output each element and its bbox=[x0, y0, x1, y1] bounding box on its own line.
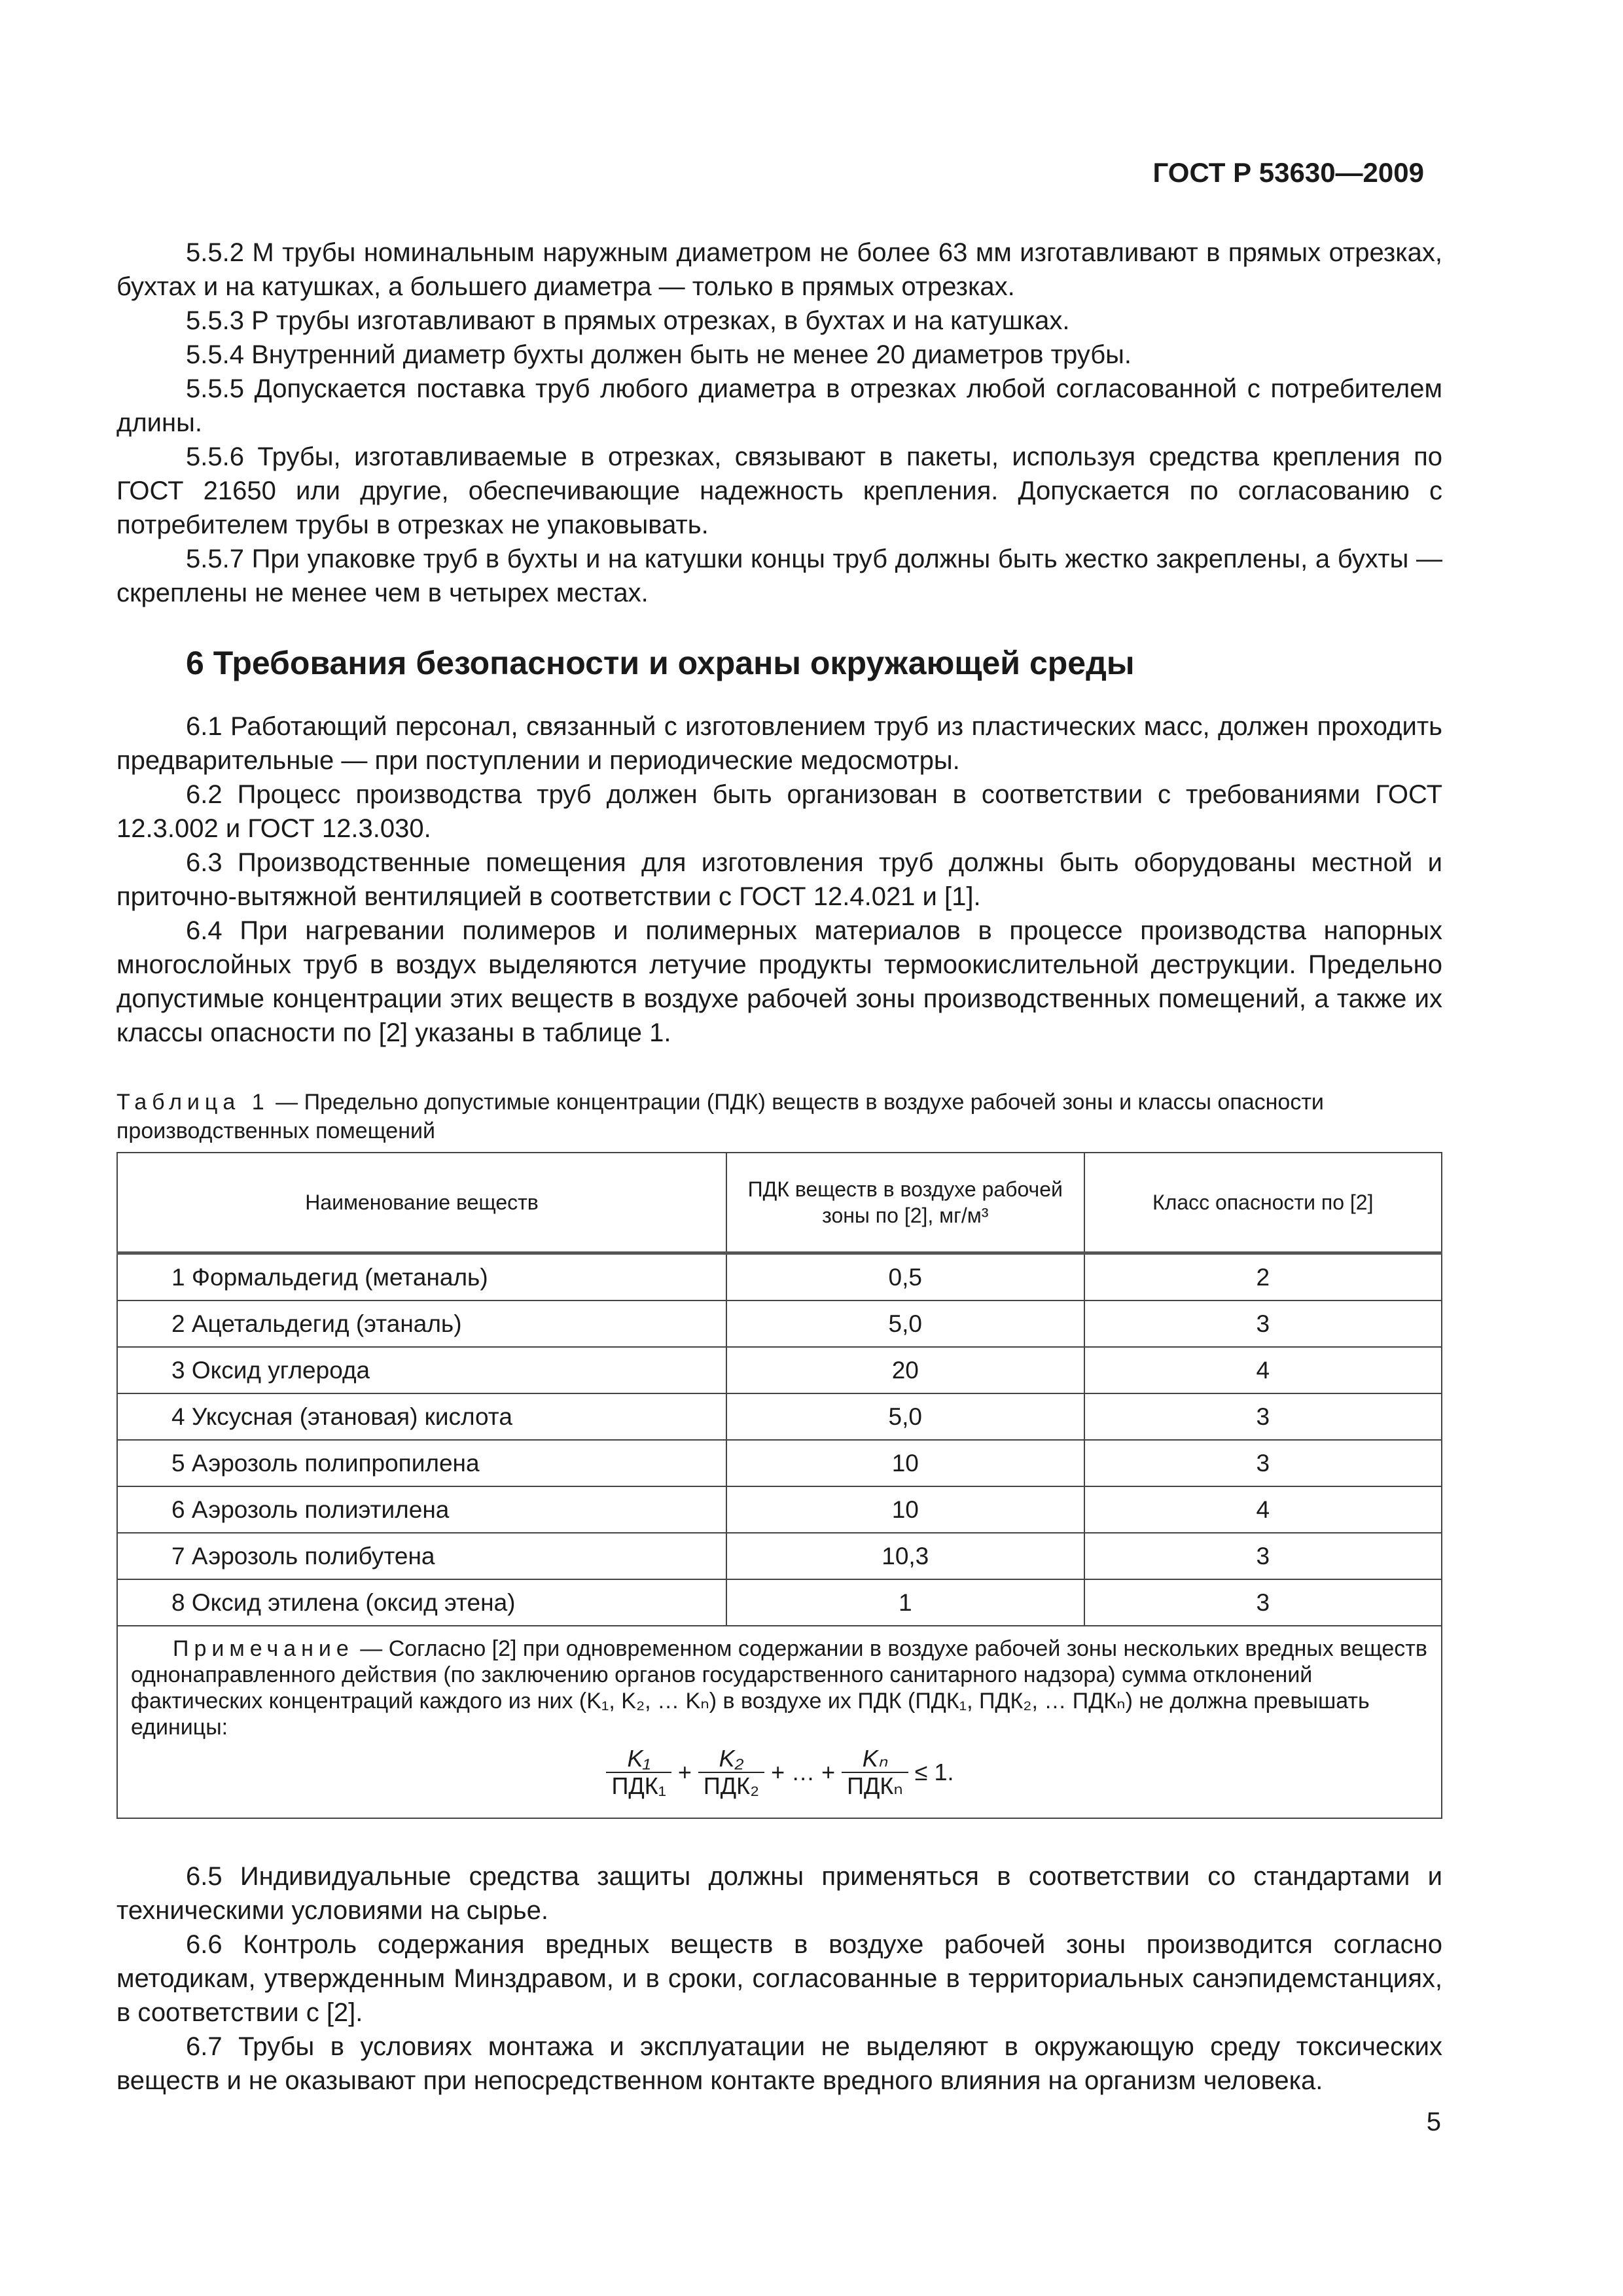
cell-class: 4 bbox=[1084, 1347, 1442, 1393]
table-row bbox=[117, 1579, 1442, 1626]
table-caption bbox=[116, 1088, 1442, 1145]
table-row bbox=[117, 1253, 1442, 1301]
page-number: 5 bbox=[1426, 2108, 1441, 2136]
denominator-1: ПДК₁ bbox=[611, 1772, 666, 1799]
cell-class: 4 bbox=[1084, 1486, 1442, 1533]
ellipsis-sign: + … + bbox=[771, 1759, 836, 1785]
page-content bbox=[116, 236, 1442, 2098]
paragraph-6-6: 6.6 Контроль содержания вредных веществ в воздухе рабочей зоны производится согласно методикам, утвержденным Минздравом, и в сроки, согласованные в территориальных санэпидемстанциях, в соответствии с [2]. bbox=[116, 1930, 1442, 2027]
cell-pdk: 20 bbox=[726, 1347, 1084, 1393]
fraction-2 bbox=[698, 1746, 764, 1799]
cell-pdk: 10 bbox=[726, 1440, 1084, 1486]
cell-pdk: 0,5 bbox=[726, 1253, 1084, 1301]
paragraph-5-5-5: 5.5.5 Допускается поставка труб любого диаметра в отрезках любой согласованной с потребителем длины. bbox=[116, 374, 1442, 437]
numerator-n: Kₙ bbox=[842, 1746, 908, 1773]
paragraph-6-2: 6.2 Процесс производства труб должен быть организован в соответствии с требованиями ГОСТ 12.3.002 и ГОСТ 12.3.030. bbox=[116, 780, 1442, 843]
cell-name: 5 Аэрозоль полипропилена bbox=[117, 1440, 726, 1486]
cell-pdk: 10 bbox=[726, 1486, 1084, 1533]
note-text: — Согласно [2] при одновременном содержании в воздухе рабочей зоны нескольких вредных веществ однонаправленного действия (по заключению органов государственного санитарного надзора) сумма отклонений фактических концентраций каждого из них (K₁, K₂, … Kₙ) в воздухе их ПДК (ПДК₁, ПДК₂, … ПДКₙ) не должна превышать единицы: bbox=[131, 1636, 1427, 1740]
cell-name: 1 Формальдегид (метаналь) bbox=[117, 1253, 726, 1301]
cell-class: 3 bbox=[1084, 1393, 1442, 1440]
cell-pdk: 10,3 bbox=[726, 1533, 1084, 1579]
cell-name: 7 Аэрозоль полибутена bbox=[117, 1533, 726, 1579]
cell-name: 8 Оксид этилена (оксид этена) bbox=[117, 1579, 726, 1626]
paragraph-6-1: 6.1 Работающий персонал, связанный с изготовлением труб из пластических масс, должен проходить предварительные — при поступлении и периодические медосмотры. bbox=[116, 712, 1442, 775]
cell-class: 2 bbox=[1084, 1253, 1442, 1301]
table-row bbox=[117, 1393, 1442, 1440]
numerator-2: K₂ bbox=[698, 1746, 764, 1773]
paragraph-5-5-6: 5.5.6 Трубы, изготавливаемые в отрезках, связывают в пакеты, используя средства крепления по ГОСТ 21650 или другие, обеспечивающие надежность крепления. Допускается по согласованию с потребителем трубы в отрезках не упаковывать. bbox=[116, 442, 1442, 539]
table-row bbox=[117, 1347, 1442, 1393]
paragraph-6-5: 6.5 Индивидуальные средства защиты должны применяться в соответствии со стандартами и техническими условиями на сырье. bbox=[116, 1862, 1442, 1925]
sum-formula bbox=[131, 1746, 1428, 1799]
denominator-n: ПДКₙ bbox=[847, 1772, 903, 1799]
table-note bbox=[117, 1626, 1442, 1818]
cell-pdk: 5,0 bbox=[726, 1393, 1084, 1440]
column-header-class: Класс опасности по [2] bbox=[1084, 1153, 1442, 1253]
paragraph-5-5-2: 5.5.2 М трубы номинальным наружным диаметром не более 63 мм изготавливают в прямых отрезках, бухтах и на катушках, а большего диаметра — только в прямых отрезках. bbox=[116, 238, 1442, 301]
bottom-paragraphs bbox=[116, 1859, 1442, 2098]
paragraph-6-4: 6.4 При нагревании полимеров и полимерных материалов в процессе производства напорных многослойных труб в воздух выделяются летучие продукты термоокислительной деструкции. Предельно допустимые концентрации этих веществ в воздухе рабочей зоны производственных помещений, а также их классы опасности по [2] указаны в таблице 1. bbox=[116, 916, 1442, 1047]
cell-name: 2 Ацетальдегид (этаналь) bbox=[117, 1300, 726, 1347]
cell-name: 6 Аэрозоль полиэтилена bbox=[117, 1486, 726, 1533]
table-row bbox=[117, 1300, 1442, 1347]
table-caption-text: — Предельно допустимые концентрации (ПДК) веществ в воздухе рабочей зоны и классы опасности производственных помещений bbox=[116, 1090, 1324, 1143]
table-note-row bbox=[117, 1626, 1442, 1818]
paragraph-6-3: 6.3 Производственные помещения для изготовления труб должны быть оборудованы местной и приточно-вытяжной вентиляцией в соответствии с ГОСТ 12.4.021 и [1]. bbox=[116, 848, 1442, 911]
cell-class: 3 bbox=[1084, 1533, 1442, 1579]
paragraph-5-5-3: 5.5.3 Р трубы изготавливают в прямых отрезках, в бухтах и на катушках. bbox=[186, 306, 1070, 335]
cell-pdk: 1 bbox=[726, 1579, 1084, 1626]
plus-sign: + bbox=[677, 1759, 692, 1785]
substances-table bbox=[116, 1152, 1442, 1819]
table-row bbox=[117, 1533, 1442, 1579]
paragraph-5-5-7: 5.5.7 При упаковке труб в бухты и на катушки концы труб должны быть жестко закреплены, а бухты — скреплены не менее чем в четырех местах. bbox=[116, 545, 1442, 607]
less-equal-one: ≤ 1. bbox=[914, 1759, 954, 1785]
cell-class: 3 bbox=[1084, 1440, 1442, 1486]
column-header-pdk: ПДК веществ в воздухе рабочей зоны по [2], мг/м³ bbox=[726, 1153, 1084, 1253]
paragraph-6-7: 6.7 Трубы в условиях монтажа и эксплуатации не выделяют в окружающую среду токсических веществ и не оказывают при непосредственном контакте вредного влияния на организм человека. bbox=[116, 2032, 1442, 2095]
table-header-row bbox=[117, 1153, 1442, 1253]
document-header: ГОСТ Р 53630—2009 bbox=[1152, 157, 1424, 188]
cell-class: 3 bbox=[1084, 1300, 1442, 1347]
cell-pdk: 5,0 bbox=[726, 1300, 1084, 1347]
table-caption-label: Таблица 1 bbox=[116, 1090, 270, 1115]
fraction-1 bbox=[606, 1746, 671, 1799]
fraction-n bbox=[842, 1746, 908, 1799]
numerator-1: K₁ bbox=[606, 1746, 671, 1773]
denominator-2: ПДК₂ bbox=[703, 1772, 760, 1799]
note-label: Примечание bbox=[173, 1636, 354, 1661]
table-row bbox=[117, 1486, 1442, 1533]
cell-name: 4 Уксусная (этановая) кислота bbox=[117, 1393, 726, 1440]
cell-name: 3 Оксид углерода bbox=[117, 1347, 726, 1393]
paragraph-5-5-4: 5.5.4 Внутренний диаметр бухты должен быть не менее 20 диаметров трубы. bbox=[186, 340, 1132, 369]
table-row bbox=[117, 1440, 1442, 1486]
cell-class: 3 bbox=[1084, 1579, 1442, 1626]
column-header-name: Наименование веществ bbox=[117, 1153, 726, 1253]
section-title: 6 Требования безопасности и охраны окружающей среды bbox=[186, 645, 1135, 681]
